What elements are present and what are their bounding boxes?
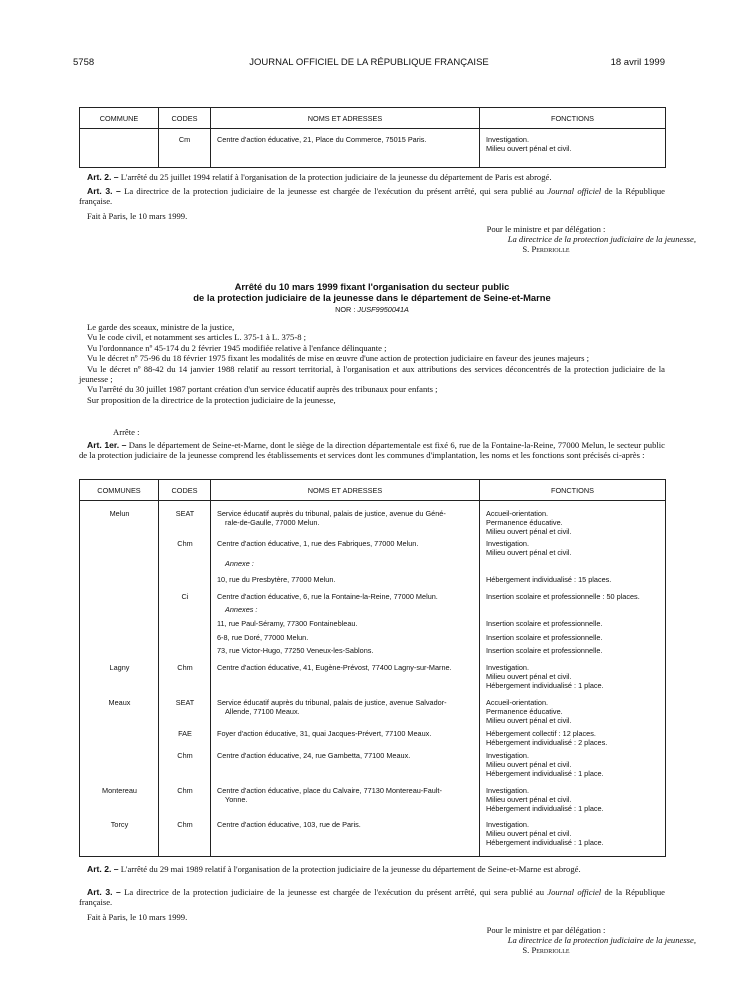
address-line: 10, rue du Presbytère, 77000 Melun. xyxy=(217,575,336,584)
cell-address: Centre d'action éducative, 21, Place du Commerce, 75015 Paris. xyxy=(211,129,480,168)
done-at: Fait à Paris, le 10 mars 1999. xyxy=(87,211,188,221)
function-line: Milieu ouvert pénal et civil. xyxy=(486,527,572,536)
col-header-commune: COMMUNE xyxy=(80,108,159,129)
commune-lagny: Lagny xyxy=(109,663,130,672)
address-line: Centre d'action éducative, 24, rue Gambetta, 77100 Meaux. xyxy=(217,751,411,760)
article-2-b: Art. 2. – L'arrêté du 29 mai 1989 relatif à l'organisation de la protection judiciaire de la jeunesse du département de Seine-et-Marne est abrogé. xyxy=(87,864,581,874)
address-line: Centre d'action éducative, 103, rue de Paris. xyxy=(217,820,361,829)
code-cell: Chm xyxy=(177,820,193,829)
function-line: Hébergement individualisé : 15 places. xyxy=(486,575,612,584)
address-line: Service éducatif auprès du tribunal, palais de justice, avenue Salvador- xyxy=(217,698,447,707)
journal-title: JOURNAL OFFICIEL DE LA RÉPUBLIQUE FRANÇAISE xyxy=(249,57,489,68)
col-header-codes: CODES xyxy=(159,108,211,129)
code-cell: Chm xyxy=(177,663,193,672)
code-cell: SEAT xyxy=(175,509,195,518)
function-line: Milieu ouvert pénal et civil. xyxy=(486,672,572,681)
function-line: Insertion scolaire et professionnelle. xyxy=(486,619,603,628)
address-line: Annexes : xyxy=(225,605,258,614)
commune-montereau: Montereau xyxy=(102,786,137,795)
addresses-column xyxy=(211,501,480,857)
function-line: Hébergement collectif : 12 places. xyxy=(486,729,596,738)
function-line: Hébergement individualisé : 1 place. xyxy=(486,681,604,690)
function-line: Permanence éducative. xyxy=(486,518,563,527)
col-header-fonctions: FONCTIONS xyxy=(480,480,666,501)
code-cell: Chm xyxy=(177,786,193,795)
table-paris xyxy=(79,107,666,168)
col-header-noms: NOMS ET ADRESSES xyxy=(211,108,480,129)
commune-meaux: Meaux xyxy=(108,698,131,707)
decree-title: Arrêté du 10 mars 1999 fixant l'organisation du secteur public de la protection judiciaire de la jeunesse dans le département de Seine-et-Marne xyxy=(193,281,551,303)
signature-block: Pour le ministre et par délégation : La directrice de la protection judiciaire de la jeunesse, S. Perdriolle xyxy=(486,224,696,255)
function-line: Investigation. xyxy=(486,820,529,829)
address-line: 11, rue Paul-Séramy, 77300 Fontainebleau. xyxy=(217,619,358,628)
article-1: Art. 1er. – Dans le département de Seine-et-Marne, dont le siège de la direction départementale est fixé 6, rue de la Fontaine-la-Reine, 77000 Melun, le secteur public de la protection judiciaire de la jeunesse comprend les établissements et services dont les communes d'implantation, les noms et les fonctions sont précisés ci-après : xyxy=(79,440,665,461)
function-line: Milieu ouvert pénal et civil. xyxy=(486,829,572,838)
codes-column xyxy=(159,501,211,857)
cell-code: Cm xyxy=(159,129,211,168)
address-line: Service éducatif auprès du tribunal, palais de justice, avenue du Géné- xyxy=(217,509,446,518)
address-line: Allende, 77100 Meaux. xyxy=(225,707,300,716)
function-line: Insertion scolaire et professionnelle. xyxy=(486,646,603,655)
arrete-label: Arrête : xyxy=(113,427,140,437)
table-row xyxy=(80,129,666,168)
function-line: Accueil-orientation. xyxy=(486,698,549,707)
nor-reference: NOR : JUSF9950041A xyxy=(335,305,409,314)
publication-date: 18 avril 1999 xyxy=(610,57,665,68)
function-line: Investigation. xyxy=(486,135,529,144)
function-line: Hébergement individualisé : 2 places. xyxy=(486,738,608,747)
col-header-communes: COMMUNES xyxy=(80,480,159,501)
function-line: Permanence éducative. xyxy=(486,707,563,716)
code-cell: SEAT xyxy=(175,698,195,707)
article-2: Art. 2. – L'arrêté du 25 juillet 1994 relatif à l'organisation de la protection judiciaire de la jeunesse du département de Paris est abrogé. xyxy=(87,172,552,182)
function-line: Hébergement individualisé : 1 place. xyxy=(486,838,604,847)
address-line: Annexe : xyxy=(225,559,254,568)
col-header-codes: CODES xyxy=(159,480,211,501)
function-line: Insertion scolaire et professionnelle : 50 places. xyxy=(486,592,640,601)
function-line: Milieu ouvert pénal et civil. xyxy=(486,795,572,804)
commune-melun: Melun xyxy=(109,509,130,518)
col-header-noms: NOMS ET ADRESSES xyxy=(211,480,480,501)
function-line: Investigation. xyxy=(486,786,529,795)
address-line: 6-8, rue Doré, 77000 Melun. xyxy=(217,633,309,642)
article-3: Art. 3. – La directrice de la protection judiciaire de la jeunesse est chargée de l'exécution du présent arrêté, qui sera publié au Journal officiel de la République française. xyxy=(79,186,665,207)
page-number: 5758 xyxy=(73,57,95,68)
commune-torcy: Torcy xyxy=(110,820,129,829)
function-line: Insertion scolaire et professionnelle. xyxy=(486,633,603,642)
table-seine-et-marne xyxy=(79,479,666,857)
preamble: Le garde des sceaux, ministre de la justice, Vu le code civil, et notamment ses articles L. 375-1 à L. 375-8 ; Vu l'ordonnance nº 45-174 du 2 février 1945 modifiée relative à l'enfance délinquante ; Vu le décret nº 75-96 du 18 février 1975 fixant les modalités de mise en œuvre d'une action de protection judiciaire en faveur des jeunes majeurs ; Vu le décret nº 88-42 du 14 janvier 1988 relatif au ressort territorial, à l'organisation et aux attributions des services déconcentrés de la protection judiciaire de la jeunesse ; Vu l'arrêté du 30 juillet 1987 portant création d'un service éducatif auprès des tribunaux pour enfants ; Sur proposition de la directrice de la protection judiciaire de la jeunesse, xyxy=(79,322,665,405)
code-cell: FAE xyxy=(178,729,192,738)
function-line: Accueil-orientation. xyxy=(486,509,549,518)
communes-column xyxy=(80,501,159,857)
function-line: Milieu ouvert pénal et civil. xyxy=(486,144,572,154)
function-line: Investigation. xyxy=(486,539,529,548)
address-line: Yonne. xyxy=(225,795,248,804)
address-line: 73, rue Victor-Hugo, 77250 Veneux-les-Sablons. xyxy=(217,646,374,655)
address-line: Centre d'action éducative, 6, rue la Fontaine-la-Reine, 77000 Melun. xyxy=(217,592,438,601)
functions-column xyxy=(480,501,666,857)
function-line: Investigation. xyxy=(486,751,529,760)
address-line: Centre d'action éducative, 1, rue des Fabriques, 77000 Melun. xyxy=(217,539,419,548)
code-cell: Chm xyxy=(177,751,193,760)
function-line: Milieu ouvert pénal et civil. xyxy=(486,760,572,769)
signature-block-b: Pour le ministre et par délégation : La directrice de la protection judiciaire de la jeunesse, S. Perdriolle xyxy=(486,925,696,956)
address-line: Centre d'action éducative, 41, Eugène-Prévost, 77400 Lagny-sur-Marne. xyxy=(217,663,452,672)
col-header-fonctions: FONCTIONS xyxy=(480,108,666,129)
function-line: Investigation. xyxy=(486,663,529,672)
address-line: rale-de-Gaulle, 77000 Melun. xyxy=(225,518,320,527)
code-cell: Ci xyxy=(181,592,189,601)
function-line: Hébergement individualisé : 1 place. xyxy=(486,769,604,778)
function-line: Milieu ouvert pénal et civil. xyxy=(486,548,572,557)
address-line: Foyer d'action éducative, 31, quai Jacques-Prévert, 77100 Meaux. xyxy=(217,729,432,738)
address-line: Centre d'action éducative, place du Calvaire, 77130 Montereau-Fault- xyxy=(217,786,442,795)
function-line: Hébergement individualisé : 1 place. xyxy=(486,804,604,813)
code-cell: Chm xyxy=(177,539,193,548)
article-3-b: Art. 3. – La directrice de la protection judiciaire de la jeunesse est chargée de l'exécution du présent arrêté, qui sera publié au Journal officiel de la République française. xyxy=(79,887,665,908)
cell-commune xyxy=(80,129,159,168)
function-line: Milieu ouvert pénal et civil. xyxy=(486,716,572,725)
done-at-b: Fait à Paris, le 10 mars 1999. xyxy=(87,912,188,922)
cell-functions xyxy=(480,129,666,168)
